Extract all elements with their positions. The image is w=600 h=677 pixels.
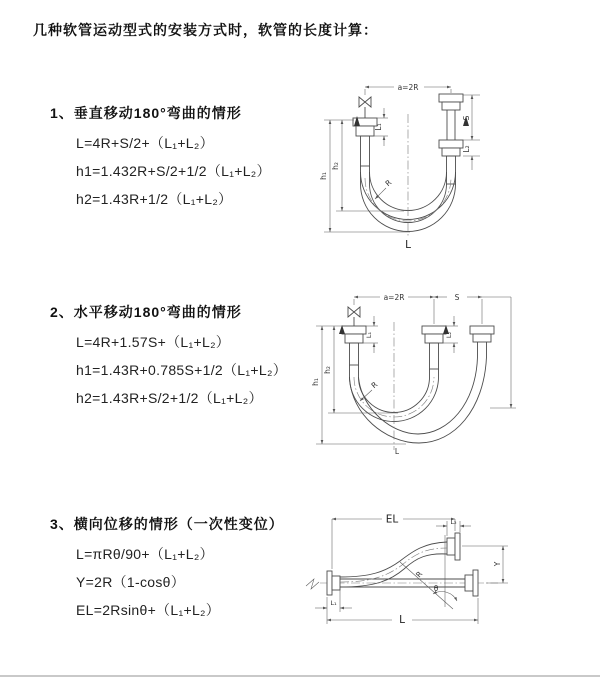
right-fitting-lower-hub bbox=[442, 148, 460, 156]
section-vertical-bend bbox=[50, 103, 271, 213]
left-flange-hub bbox=[332, 576, 340, 590]
formula-line: h1=1.432R+S/2+1/2（L₁+L₂） bbox=[76, 163, 271, 179]
dim-label-s: S bbox=[454, 293, 460, 302]
dim-label-h2: h₂ bbox=[331, 162, 340, 170]
right-fitting-upper-hub bbox=[442, 102, 460, 110]
dim-label-s: S bbox=[462, 115, 471, 121]
formula-line: L=4R+1.57S+（L₁+L₂） bbox=[76, 334, 231, 350]
dim-label-l2: L₂ bbox=[450, 518, 457, 526]
angle-label: θ bbox=[433, 584, 439, 593]
middle-fitting bbox=[422, 326, 446, 334]
formula-line: h2=1.43R+S/2+1/2（L₁+L₂） bbox=[76, 390, 263, 406]
dim-label-h2: h₂ bbox=[323, 366, 332, 374]
dim-label-l: L bbox=[394, 447, 400, 456]
dim-label-h1: h₁ bbox=[311, 378, 320, 386]
left-flange bbox=[327, 571, 332, 595]
dim-label-y: Y bbox=[493, 561, 502, 567]
left-fitting bbox=[342, 326, 366, 334]
page-title: 几种软管运动型式的安装方式时，软管的长度计算： bbox=[33, 22, 378, 38]
dim-label-l1: L₁ bbox=[374, 123, 383, 131]
radius-label: R bbox=[383, 177, 394, 189]
pipe-break-icon bbox=[306, 579, 319, 589]
dim-label-l: L bbox=[405, 239, 411, 251]
dimensions bbox=[315, 514, 508, 627]
dim-label-l2: L₂ bbox=[462, 145, 471, 153]
right-fitting-lower bbox=[439, 140, 463, 148]
formula-line: EL=2Rsinθ+（L₁+L₂） bbox=[76, 602, 221, 618]
middle-fitting-hub bbox=[425, 334, 443, 343]
section-horizontal-bend bbox=[50, 302, 287, 412]
left-fitting-hub bbox=[356, 126, 374, 136]
hose-drawing bbox=[353, 94, 469, 238]
radius-label: R bbox=[369, 379, 380, 391]
diagram-horizontal-bend bbox=[306, 282, 568, 460]
formula-line: L=4R+S/2+（L₁+L₂） bbox=[76, 135, 214, 151]
section-heading: 3、横向位移的情形（一次性变位） bbox=[50, 516, 284, 532]
diagram-vertical-bend bbox=[308, 72, 558, 262]
dim-label-h1: h₁ bbox=[319, 172, 328, 180]
diagram-lateral-displacement bbox=[300, 505, 580, 645]
radius-label: R bbox=[413, 569, 425, 580]
right-fitting bbox=[470, 326, 494, 334]
formula-line: h1=1.43R+0.785S+1/2（L₁+L₂） bbox=[76, 362, 287, 378]
section-heading: 2、水平移动180°弯曲的情形 bbox=[50, 304, 242, 320]
dim-label-l1: L₁ bbox=[330, 599, 337, 607]
hose-drawing bbox=[339, 307, 494, 450]
dim-label-el: EL bbox=[385, 513, 399, 526]
formula-line: L=πRθ/90+（L₁+L₂） bbox=[76, 546, 214, 562]
valve-icon bbox=[359, 97, 371, 118]
valve-icon bbox=[348, 307, 360, 326]
displaced-flange-hub bbox=[447, 538, 455, 555]
dimensions bbox=[311, 293, 516, 456]
left-hose-braid bbox=[361, 136, 370, 166]
dim-label-a2r: a=2R bbox=[383, 293, 405, 302]
middle-hose-braid bbox=[430, 343, 439, 369]
dim-label-l2: L₂ bbox=[445, 331, 453, 339]
right-flange bbox=[473, 570, 478, 596]
right-fitting-upper bbox=[439, 94, 463, 102]
displaced-flange bbox=[455, 533, 460, 560]
right-flange-hub bbox=[465, 575, 473, 591]
formula-line: h2=1.43R+1/2（L₁+L₂） bbox=[76, 191, 233, 207]
section-heading: 1、垂直移动180°弯曲的情形 bbox=[50, 105, 242, 121]
hose-drawing bbox=[306, 533, 498, 609]
left-fitting-hub bbox=[345, 334, 363, 343]
left-hose-braid bbox=[350, 343, 359, 365]
formula-line: Y=2R（1-cosθ） bbox=[76, 574, 186, 590]
dim-label-l: L bbox=[399, 614, 405, 626]
dim-label-a2r: a=2R bbox=[397, 83, 419, 92]
dim-label-l1: L₁ bbox=[365, 331, 373, 339]
right-fitting-hub bbox=[473, 334, 491, 342]
section-lateral-displacement bbox=[50, 514, 284, 624]
